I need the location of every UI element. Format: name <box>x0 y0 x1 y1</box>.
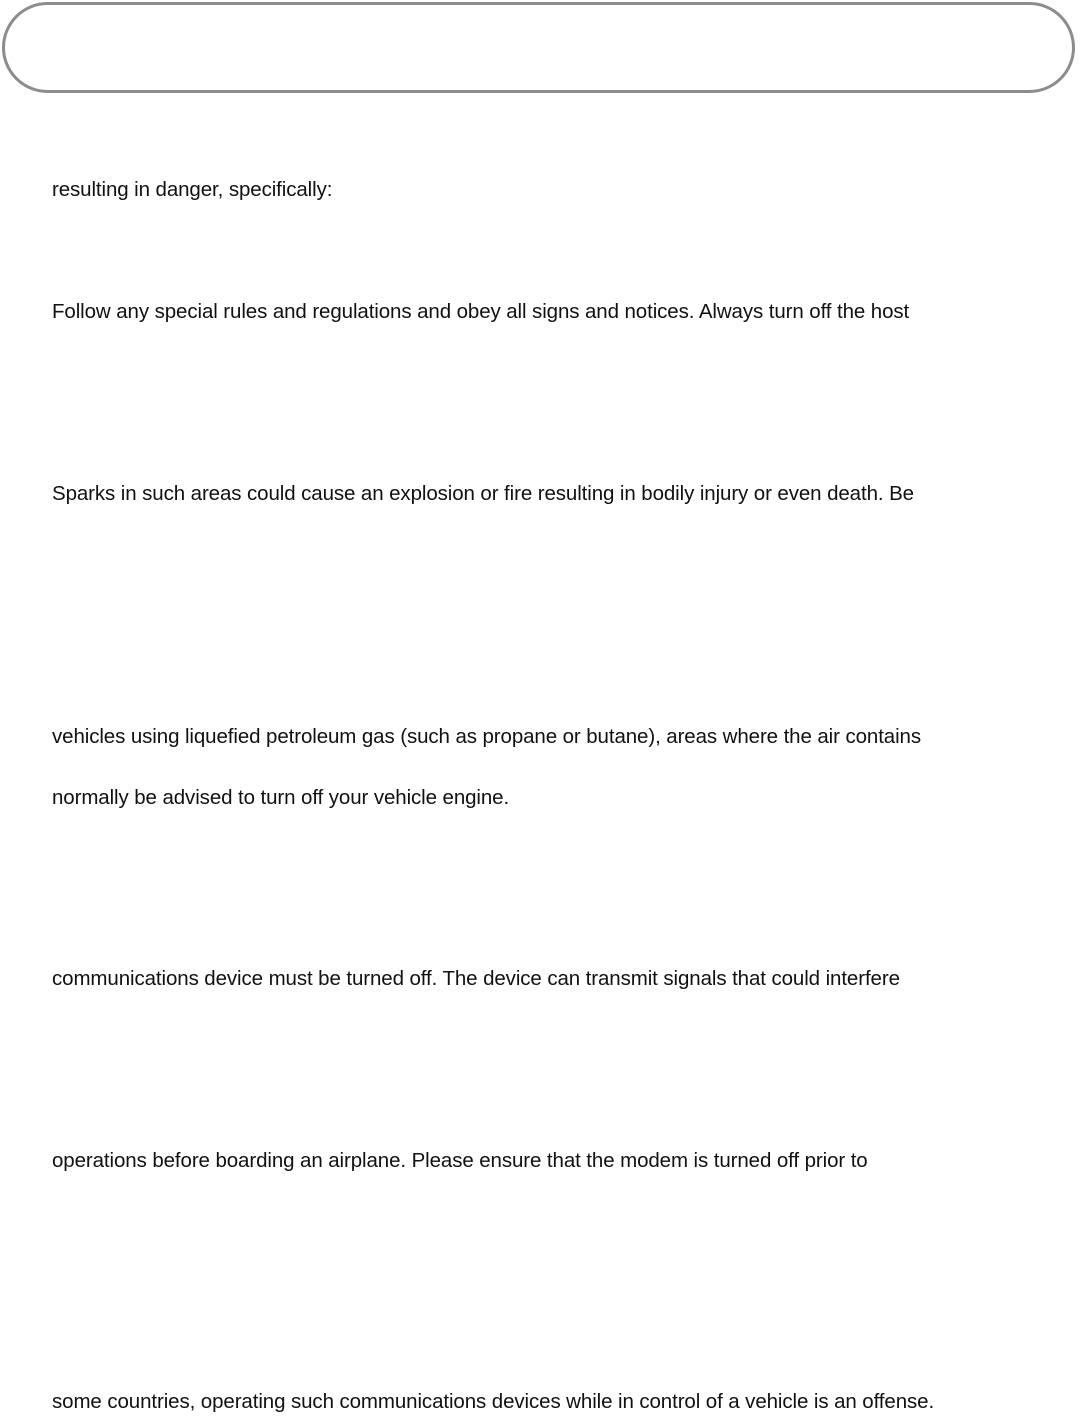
text-line: communications device must be turned off. The device can transmit signals that could interfere <box>52 967 900 990</box>
text-line: normally be advised to turn off your vehicle engine. <box>52 786 510 809</box>
text-line: Follow any special rules and regulations and obey all signs and notices. Always turn off the host <box>52 300 910 323</box>
text-line: Sparks in such areas could cause an explosion or fire resulting in bodily injury or even death. Be <box>52 482 914 505</box>
text-line: vehicles using liquefied petroleum gas (such as propane or butane), areas where the air contains <box>52 725 921 748</box>
text-line: some countries, operating such communications devices while in control of a vehicle is an offense. <box>52 1390 935 1413</box>
header-frame <box>2 2 1075 93</box>
text-line: operations before boarding an airplane. Please ensure that the modem is turned off prior to <box>52 1149 868 1172</box>
text-line: resulting in danger, specifically: <box>52 178 333 201</box>
